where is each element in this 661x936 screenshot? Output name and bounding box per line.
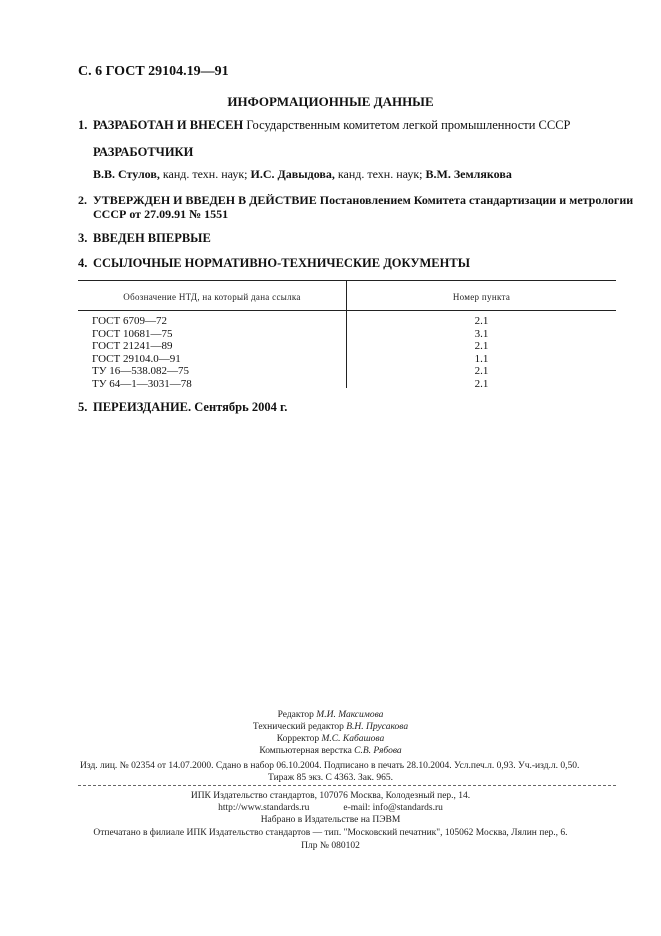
- page-header: С. 6 ГОСТ 29104.19—91: [78, 64, 229, 79]
- table-column-designation: [92, 315, 192, 391]
- section-1: [78, 118, 571, 133]
- table-cell-clause: 2.1: [474, 315, 489, 327]
- section-1-text: Государственным комитетом легкой промышленности СССР: [243, 118, 571, 132]
- imprint-plr: Плр № 080102: [301, 841, 360, 851]
- table-column-clause: [347, 315, 616, 391]
- imprint-printed: Отпечатано в филиале ИПК Издательство стандартов — тип. "Московский печатник", 105062 Москва, Лялин пер., 6.: [93, 828, 568, 838]
- developers-title: РАЗРАБОТЧИКИ: [93, 145, 194, 159]
- table-cell-clause: 2.1: [474, 365, 489, 378]
- table-top-border: [78, 280, 616, 281]
- section-2-number: 2.: [78, 193, 87, 207]
- table-cell-clause: 2.1: [474, 377, 489, 390]
- imprint-editor: Редактор М.И. Максимова: [277, 710, 384, 720]
- developer-degree: канд. техн. наук;: [159, 167, 251, 181]
- imprint-corrector: Корректор М.С. Кабашова: [276, 734, 385, 744]
- imprint-website: http://www.standards.ru: [218, 803, 310, 813]
- document-title: ИНФОРМАЦИОННЫЕ ДАННЫЕ: [227, 94, 434, 109]
- imprint-email: e-mail: info@standards.ru: [343, 803, 443, 813]
- table-cell-designation: ТУ 16—538.082—75: [92, 365, 190, 378]
- section-2-lead: УТВЕРЖДЕН И ВВЕДЕН В ДЕЙСТВИЕ: [93, 193, 317, 207]
- developer-name: И.С. Давыдова,: [250, 167, 335, 181]
- section-2: [78, 193, 633, 208]
- imprint-publisher: ИПК Издательство стандартов, 107076 Москва, Колодезный пер., 14.: [190, 791, 471, 801]
- imprint-layout: Компьютерная верстка С.В. Рябова: [259, 746, 402, 756]
- table-cell-designation: ГОСТ 29104.0—91: [92, 352, 181, 365]
- section-5-text: ПЕРЕИЗДАНИЕ. Сентябрь 2004 г.: [93, 400, 288, 414]
- section-3: [78, 231, 211, 246]
- section-4-number: 4.: [78, 256, 88, 270]
- table-cell-designation: ГОСТ 6709—72: [92, 315, 167, 327]
- table-header-divider: [78, 310, 616, 311]
- section-3-text: ВВЕДЕН ВПЕРВЫЕ: [93, 231, 211, 245]
- section-1-lead: РАЗРАБОТАН И ВНЕСЕН: [93, 118, 244, 132]
- table-cell-clause: 3.1: [474, 327, 489, 340]
- developer-degree: канд. техн. наук;: [334, 167, 426, 181]
- table-cell-designation: ГОСТ 10681—75: [92, 327, 173, 340]
- section-5: [78, 400, 287, 415]
- section-2-continuation: СССР от 27.09.91 № 1551: [93, 207, 229, 221]
- table-cell-designation: ТУ 64—1—3031—78: [92, 377, 192, 390]
- section-4: [78, 256, 470, 271]
- table-header-designation: Обозначение НТД, на который дана ссылка: [123, 292, 301, 302]
- table-cell-designation: ГОСТ 21241—89: [92, 340, 173, 353]
- table-cell-clause: 2.1: [474, 340, 489, 353]
- table-cell-clause: 1.1: [474, 352, 489, 365]
- imprint-divider: [78, 785, 616, 786]
- developer-name: В.В. Стулов,: [93, 167, 160, 181]
- section-4-text: ССЫЛОЧНЫЕ НОРМАТИВНО-ТЕХНИЧЕСКИЕ ДОКУМЕНТЫ: [93, 256, 470, 270]
- table-header-clause: Номер пункта: [452, 292, 511, 302]
- section-3-number: 3.: [78, 231, 88, 245]
- reference-table: [78, 280, 616, 388]
- developer-name: В.М. Землякова: [425, 167, 512, 181]
- section-5-number: 5.: [78, 400, 88, 414]
- imprint-typeset: Набрано в Издательстве на ПЭВМ: [260, 815, 401, 825]
- section-2-text: Постановлением Комитета стандартизации и метрологии: [316, 193, 634, 207]
- imprint-contacts: [0, 803, 661, 813]
- section-1-number: 1.: [78, 118, 88, 132]
- imprint-tech-editor: Технический редактор В.Н. Прусакова: [252, 722, 409, 732]
- developers-list: [93, 167, 512, 182]
- imprint-license-line: Изд. лиц. № 02354 от 14.07.2000. Сдано в набор 06.10.2004. Подписано в печать 28.10.2004. Усл.печ.л. 0,93. Уч.-изд.л. 0,50.: [80, 761, 580, 771]
- imprint-print-run: Тираж 85 экз. С 4363. Зак. 965.: [268, 773, 393, 783]
